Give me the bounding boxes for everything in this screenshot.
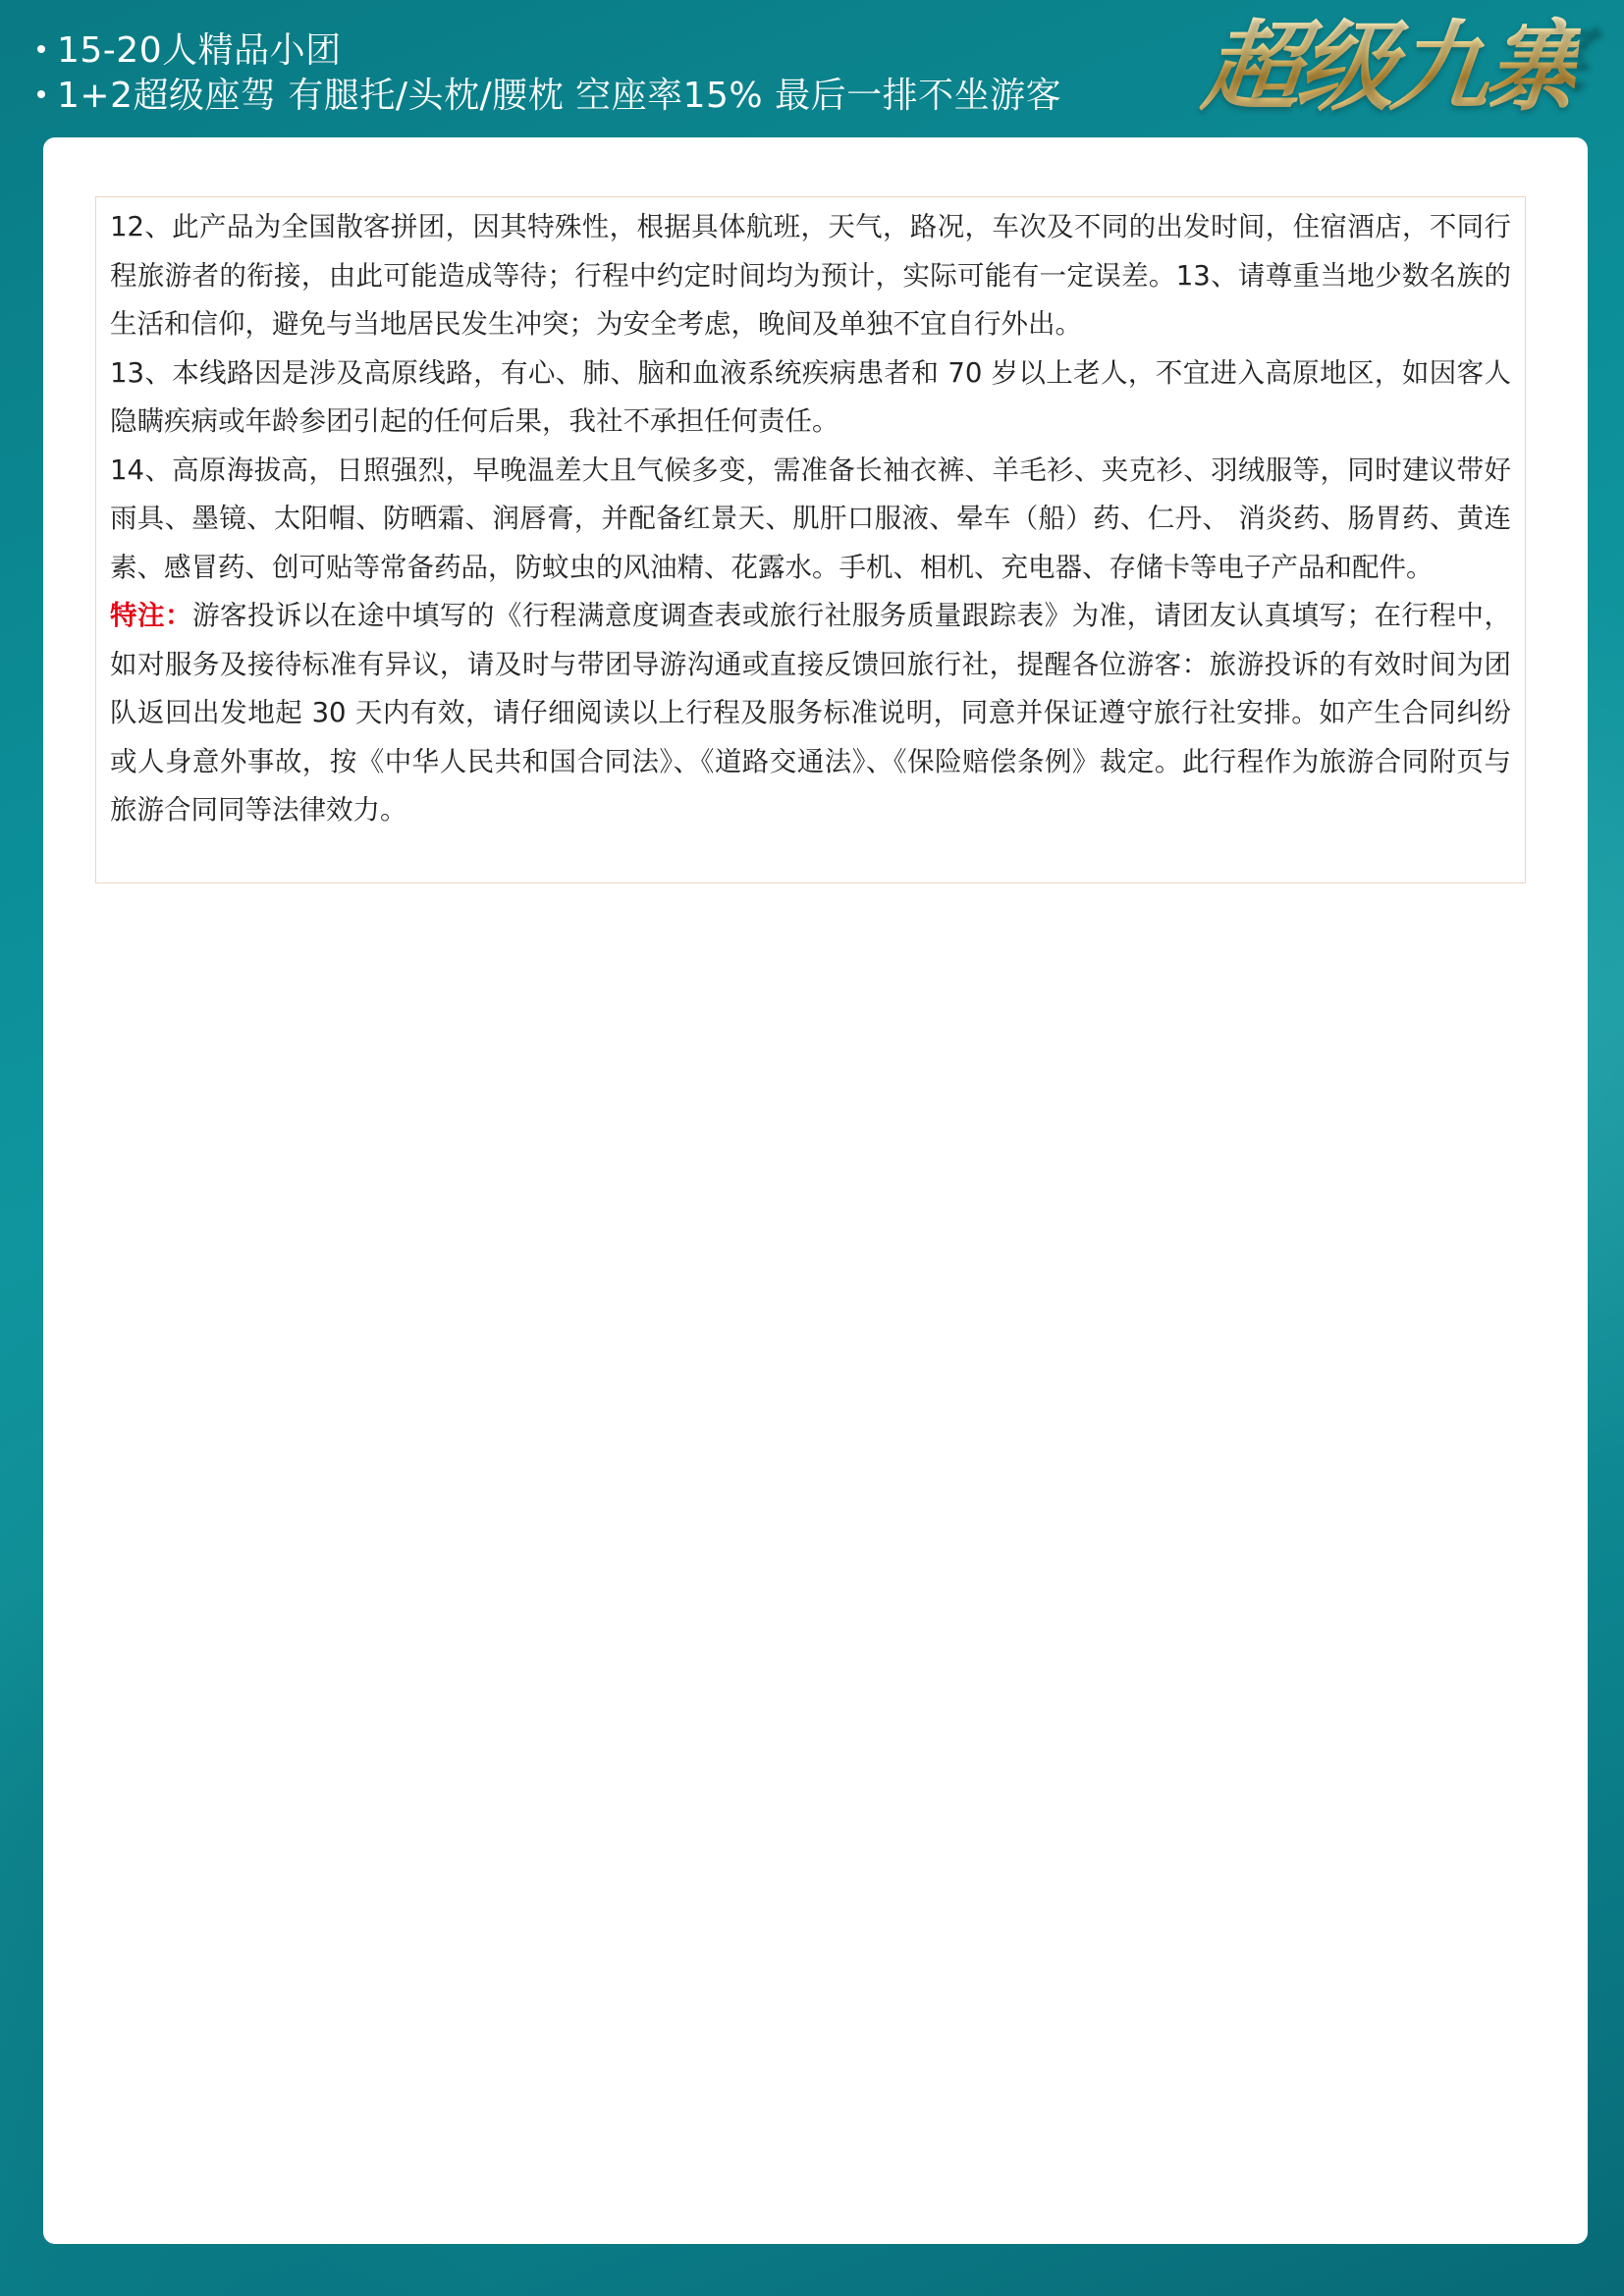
page-header [0,0,1624,137]
notice-paragraph-13: 13、本线路因是涉及高原线路，有心、肺、脑和血液系统疾病患者和 70 岁以上老人，不宜进入高原地区，如因客人隐瞒疾病或年龄参团引起的任何后果，我社不承担任何责任。 [110,356,1511,437]
feature-text: 15-20人精品小团 [57,30,342,71]
brand-logo [1197,6,1588,128]
special-note-text: 游客投诉以在途中填写的《行程满意度调查表或旅行社服务质量跟踪表》为准，请团友认真填写；在行程中，如对服务及接待标准有异议，请及时与带团导游沟通或直接反馈回旅行社，提醒各位游客：旅游投诉的有效时间为团队返回出发地起 30 天内有效，请仔细阅读以上行程及服务标准说明，同意并保证遵守旅行社安排。如产生合同纠纷或人身意外事故，按《中华人民共和国合同法》、《道路交通法》、《保险赔偿条例》裁定。此行程作为旅游合同附页与旅游合同同等法律效力。 [110,600,1512,826]
feature-text: 1+2超级座驾 有腿托/头枕/腰枕 空座率15% 最后一排不坐游客 [57,76,1062,116]
notice-paragraph-14: 14、高原海拔高，日照强烈，早晚温差大且气候多变，需准备长袖衣裤、羊毛衫、夹克衫、羽绒服等，同时建议带好雨具、墨镜、太阳帽、防晒霜、润唇膏，并配备红景天、肌肝口服液、晕车（船）药、仁丹、 消炎药、肠胃药、黄连素、感冒药、创可贴等常备药品，防蚊虫的风油精、花露水。手机、相机、充电器、存储卡等电子产品和配件。 [110,454,1511,583]
special-note-label: 特注： [110,600,192,631]
feature-bullet-seating [37,75,1061,118]
notice-paragraph-12: 12、此产品为全国散客拼团，因其特殊性，根据具体航班，天气，路况，车次及不同的出发时间，住宿酒店，不同行程旅游者的衔接，由此可能造成等待；行程中约定时间均为预计，实际可能有一定误差。13、请尊重当地少数名族的生活和信仰，避免与当地居民发生冲突；为安全考虑，晚间及单独不宜自行外出。 [110,211,1511,340]
special-note-paragraph [110,592,1511,835]
feature-bullet-group-size [37,29,342,73]
notice-box [95,196,1526,883]
brand-logo-text: 超级九寨 [1197,6,1583,128]
bullet-dot-icon [37,90,45,98]
bullet-dot-icon [37,45,45,53]
content-panel [43,137,1588,2244]
